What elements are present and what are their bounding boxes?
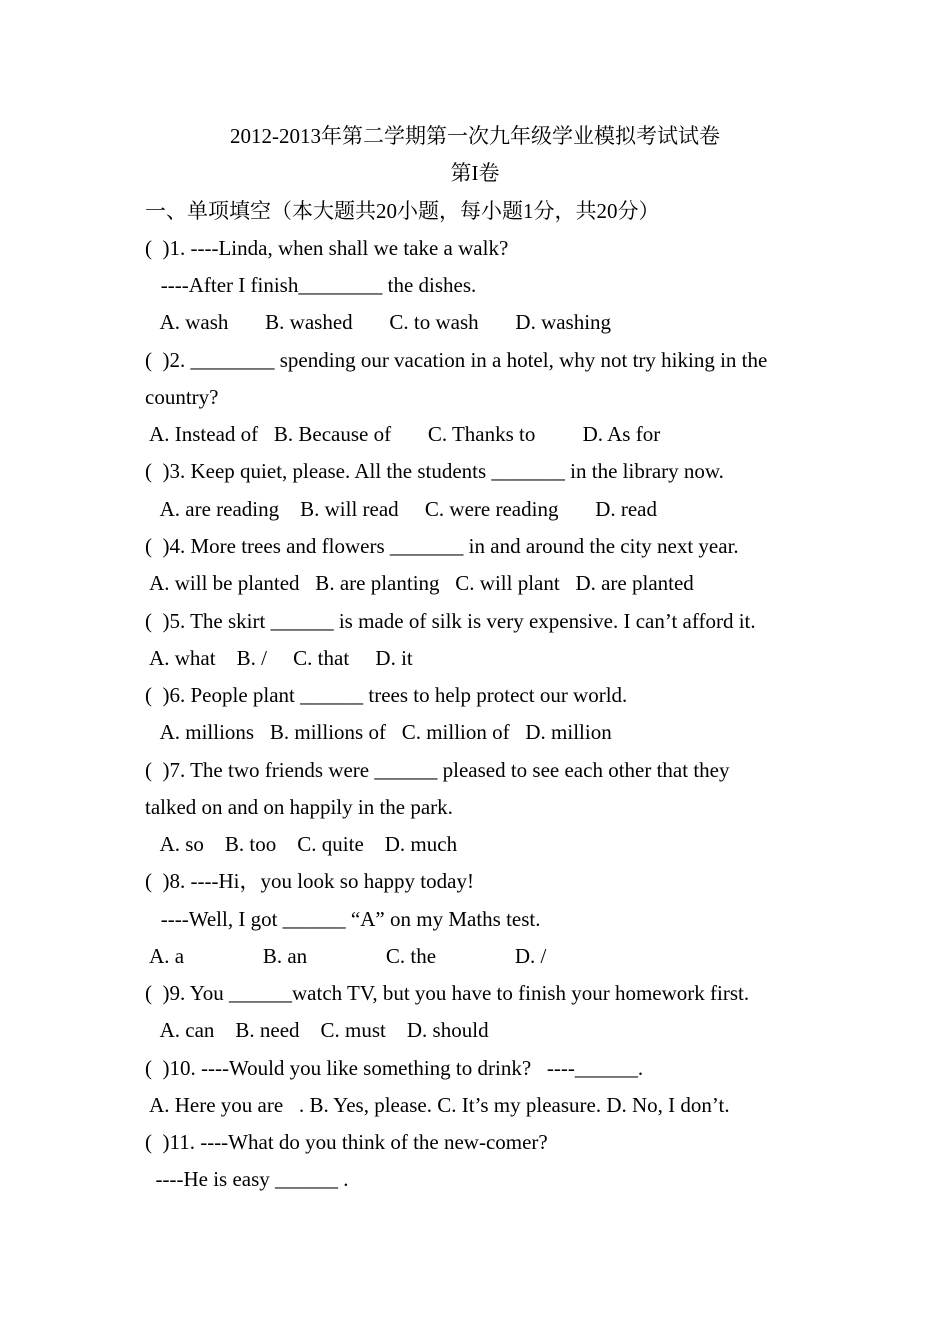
question-line: A. a B. an C. the D. / <box>145 944 547 968</box>
exam-subtitle: 第I卷 <box>450 161 500 185</box>
question-line: A. millions B. millions of C. million of D. million <box>145 720 612 744</box>
question-line: A. wash B. washed C. to wash D. washing <box>145 310 612 334</box>
question-line: ( )9. You ______watch TV, but you have to finish your homework first. <box>145 981 750 1005</box>
question-line: ----After I finish________ the dishes. <box>145 273 477 297</box>
question-line: ( )3. Keep quiet, please. All the students _______ in the library now. <box>145 459 724 483</box>
question-line: A. can B. need C. must D. should <box>145 1018 489 1042</box>
question-line: ( )2. ________ spending our vacation in a hotel, why not try hiking in the <box>145 348 768 372</box>
question-line: ( )5. The skirt ______ is made of silk is very expensive. I can’t afford it. <box>145 609 756 633</box>
question-line: A. will be planted B. are planting C. will plant D. are planted <box>145 571 694 595</box>
exam-title: 2012-2013年第二学期第一次九年级学业模拟考试试卷 <box>230 124 720 148</box>
question-line: ( )6. People plant ______ trees to help protect our world. <box>145 683 628 707</box>
question-line: ----Well, I got ______ “A” on my Maths test. <box>145 907 541 931</box>
question-line: ( )8. ----Hi，you look so happy today! <box>145 869 474 893</box>
question-line: A. so B. too C. quite D. much <box>145 832 458 856</box>
question-line: ( )11. ----What do you think of the new-comer? <box>145 1130 548 1154</box>
question-line: country? <box>145 385 219 409</box>
question-line: A. are reading B. will read C. were reading D. read <box>145 497 657 521</box>
question-line: A. what B. / C. that D. it <box>145 646 413 670</box>
question-line: A. Instead of B. Because of C. Thanks to D. As for <box>145 422 661 446</box>
question-line: A. Here you are . B. Yes, please. C. It’s my pleasure. D. No, I don’t. <box>145 1093 730 1117</box>
section-heading: 一、单项填空（本大题共20小题，每小题1分，共20分） <box>145 199 660 223</box>
question-line: talked on and on happily in the park. <box>145 795 453 819</box>
question-line: ( )4. More trees and flowers _______ in and around the city next year. <box>145 534 739 558</box>
question-line: ( )7. The two friends were ______ pleased to see each other that they <box>145 758 730 782</box>
question-line: ----He is easy ______ . <box>145 1167 349 1191</box>
question-line: ( )1. ----Linda, when shall we take a walk? <box>145 236 509 260</box>
question-line: ( )10. ----Would you like something to drink? ----______. <box>145 1056 644 1080</box>
